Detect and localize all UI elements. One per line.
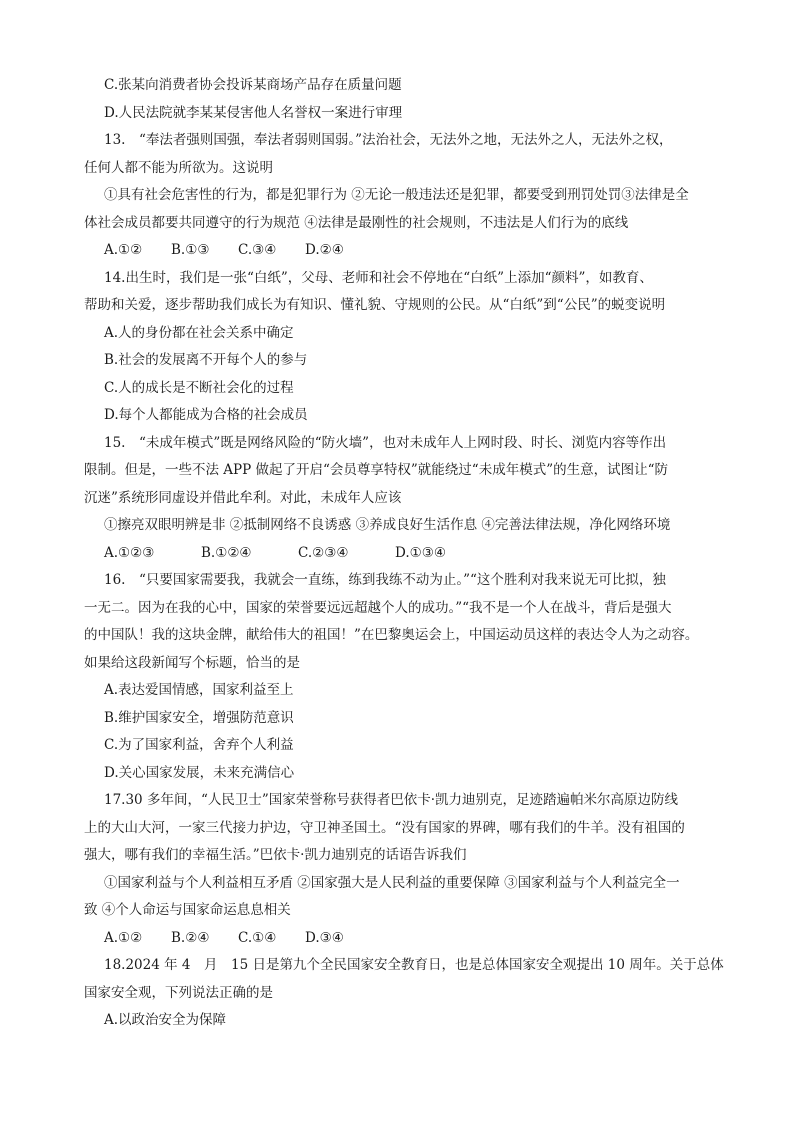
q15-stem-line3: 沉迷”系统形同虚设并借此牟利。对此，未成年人应该 bbox=[84, 489, 402, 506]
q18-stem-line2: 国家安全观，下列说法正确的是 bbox=[84, 984, 273, 1001]
q17-option-a: A.①② bbox=[104, 929, 143, 946]
q17-stem-line2: 上的大山大河，一家三代接力护边，守卫神圣国土。“没有国家的界碑，哪有我们的牛羊。没有祖国的 bbox=[84, 819, 685, 836]
q13-items-line1: ①具有社会危害性的行为，都是犯罪行为 ②无论一般违法还是犯罪，都要受到刑罚处罚③法律是全 bbox=[104, 187, 689, 203]
q13-option-d: D.②④ bbox=[305, 242, 344, 258]
q13-option-c: C.③④ bbox=[238, 242, 277, 258]
q15-option-a: A.①②③ bbox=[104, 544, 155, 561]
q13-stem-line2: 任何人都不能为所欲为。这说明 bbox=[84, 159, 273, 176]
q15-option-c: C.②③④ bbox=[298, 544, 349, 561]
q15-option-b: B.①②④ bbox=[201, 544, 252, 561]
q17-items-line2: 致 ④个人命运与国家命运息息相关 bbox=[84, 902, 291, 918]
q14-option-d: D.每个人都能成为合格的社会成员 bbox=[104, 407, 308, 423]
q16-stem-line4: 如果给这段新闻写个标题，恰当的是 bbox=[84, 654, 300, 671]
q17-stem-line1: 17.30 多年间，“人民卫士”国家荣誉称号获得者巴依卡·凯力迪别克，足迹踏遍帕米尔高原边防线 bbox=[104, 792, 679, 808]
q16-stem-line1: 16. “只要国家需要我，我就会一直练，练到我练不动为止。”“这个胜利对我来说无可比拟，独 bbox=[104, 572, 666, 588]
q15-option-d: D.①③④ bbox=[395, 544, 446, 561]
q17-option-d: D.③④ bbox=[305, 929, 344, 946]
q16-option-c: C.为了国家利益，舍弃个人利益 bbox=[104, 737, 294, 753]
q13-items-line2: 体社会成员都要共同遵守的行为规范 ④法律是最刚性的社会规则，不违法是人们行为的底线 bbox=[84, 214, 629, 231]
q15-stem-line2: 限制。但是，一些不法 APP 做起了开启“会员尊享特权”就能绕过“未成年模式”的生意，试图让“防 bbox=[84, 462, 669, 478]
q13-option-b: B.①③ bbox=[171, 242, 210, 258]
q18-stem-line1: 18.2024 年 4 月 15 日是第九个全民国家安全教育日，也是总体国家安全观提出 10 周年。关于总体 bbox=[104, 957, 724, 973]
q16-option-b: B.维护国家安全，增强防范意识 bbox=[104, 709, 294, 726]
option-d-prev: D.人民法院就李某某侵害他人名誉权一案进行审理 bbox=[104, 104, 403, 121]
q13-stem-line1: 13. “奉法者强则国强，奉法者弱则国弱。”法治社会，无法外之地，无法外之人，无法外之权， bbox=[104, 132, 673, 148]
q16-stem-line3: 的中国队！我的这块金牌，献给伟大的祖国！”在巴黎奥运会上，中国运动员这样的表达令人为之动容。 bbox=[84, 627, 699, 643]
q14-stem-line1: 14.出生时，我们是一张“白纸”，父母、老师和社会不停地在“白纸”上添加“颜料”，如教育、 bbox=[104, 269, 653, 286]
q16-stem-line2: 一无二。因为在我的心中，国家的荣誉要远远超越个人的成功。”“我不是一个人在战斗，背后是强大 bbox=[84, 599, 672, 616]
q15-items-line1: ①擦亮双眼明辨是非 ②抵制网络不良诱惑 ③养成良好生活作息 ④完善法律法规，净化网络环境 bbox=[104, 517, 671, 533]
q14-option-c: C.人的成长是不断社会化的过程 bbox=[104, 379, 294, 396]
q13-options bbox=[84, 237, 710, 265]
q17-items-line1: ①国家利益与个人利益相互矛盾 ②国家强大是人民利益的重要保障 ③国家利益与个人利益完全一 bbox=[104, 874, 680, 891]
q14-stem-line2: 帮助和关爱，逐步帮助我们成长为有知识、懂礼貌、守规则的公民。从“白纸”到“公民”的蜕变说明 bbox=[84, 297, 666, 313]
q14-option-a: A.人的身份都在社会关系中确定 bbox=[104, 324, 294, 341]
q16-option-a: A.表达爱国情感，国家利益至上 bbox=[104, 682, 294, 698]
option-c-prev: C.张某向消费者协会投诉某商场产品存在质量问题 bbox=[104, 77, 402, 93]
q13-option-a: A.①② bbox=[104, 242, 143, 258]
q17-option-b: B.②④ bbox=[171, 929, 210, 946]
q17-option-c: C.①④ bbox=[238, 929, 277, 946]
q14-option-b: B.社会的发展离不开每个人的参与 bbox=[104, 352, 308, 368]
q17-stem-line3: 强大，哪有我们的幸福生活。”巴依卡·凯力迪别克的话语告诉我们 bbox=[84, 847, 467, 863]
q15-options bbox=[84, 540, 710, 568]
q15-stem-line1: 15. “未成年模式”既是网络风险的“防火墙”，也对未成年人上网时段、时长、浏览内容等作出 bbox=[104, 434, 667, 451]
q16-option-d: D.关心国家发展，未来充满信心 bbox=[104, 764, 295, 781]
q17-options bbox=[84, 925, 710, 953]
q18-option-a: A.以政治安全为保障 bbox=[104, 1012, 227, 1028]
